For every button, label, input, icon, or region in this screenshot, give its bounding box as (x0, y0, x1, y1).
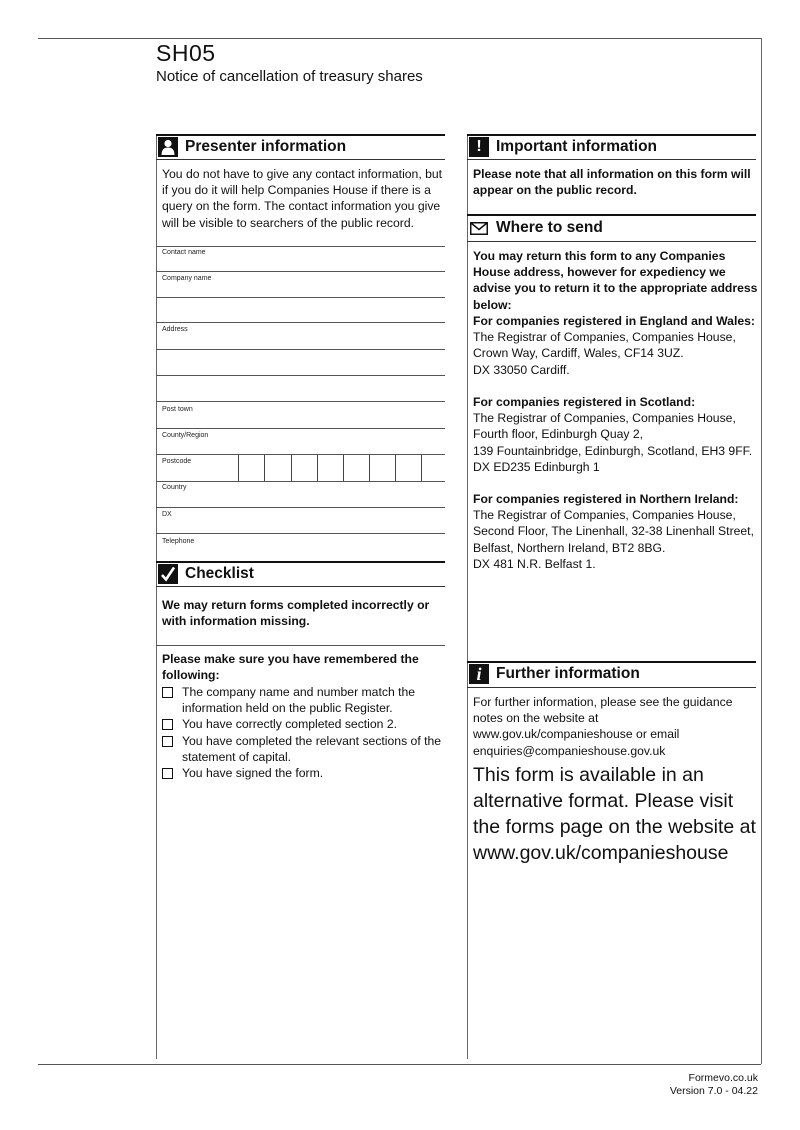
where-to-send-intro: You may return this form to any Companies House address, however for expediency we advise you to return it to the appropriate address below: (473, 249, 758, 312)
address-ni-title: For companies registered in Northern Ireland: (473, 492, 739, 506)
address-line: DX ED235 Edinburgh 1 (473, 459, 600, 474)
address-line: The Registrar of Companies, Companies House, (473, 330, 736, 345)
presenter-heading-text: Presenter information (185, 138, 347, 155)
where-to-send-underline (467, 241, 756, 242)
company-name-field[interactable] (156, 272, 445, 296)
alternative-format-notice: This form is available in an alternative format. Please visit the forms page on the website at www.gov.uk/companieshouse (473, 764, 756, 864)
important-heading-text: Important information (496, 138, 658, 155)
presenter-underline (156, 159, 445, 160)
address-line: Fourth floor, Edinburgh Quay 2, (473, 427, 644, 442)
important-text: Please note that all information on this form will appear on the public record. (473, 167, 751, 198)
address-line: DX 33050 Cardiff. (473, 362, 570, 377)
address-scotland (473, 394, 759, 475)
bottom-border (38, 1064, 761, 1065)
exclamation-icon: ! (469, 137, 489, 157)
checklist-item (162, 765, 442, 781)
important-heading (469, 137, 657, 157)
important-underline (467, 159, 756, 160)
checklist-item-text: You have signed the form. (182, 766, 324, 781)
checklist-rule (156, 561, 445, 563)
address-northern-ireland (473, 491, 759, 572)
checkbox[interactable] (162, 736, 173, 747)
checkmark-icon (158, 564, 178, 584)
address-scotland-title: For companies registered in Scotland: (473, 395, 696, 409)
further-heading (469, 664, 640, 684)
form-code: SH05 (156, 40, 216, 66)
postcode-label: Postcode (162, 458, 192, 465)
address-label: Address (162, 326, 188, 333)
address-line: DX 481 N.R. Belfast 1. (473, 556, 596, 571)
address-field-line2[interactable] (156, 350, 445, 374)
telephone-field[interactable] (156, 534, 445, 559)
checklist-underline (156, 586, 445, 587)
address-line: Belfast, Northern Ireland, BT2 8BG. (473, 540, 666, 555)
address-field-line1[interactable] (156, 323, 445, 347)
company-name-field-line2[interactable] (156, 298, 445, 322)
checklist-warning: We may return forms completed incorrectly or with information missing. (162, 598, 430, 629)
address-england (473, 313, 759, 378)
checkbox[interactable] (162, 719, 173, 730)
country-label: Country (162, 484, 187, 491)
person-icon (158, 137, 178, 157)
info-icon: i (469, 664, 489, 684)
further-heading-text: Further information (496, 665, 640, 682)
presenter-intro: You do not have to give any contact information, but if you do it will help Companies House if there is a query on the form. The contact information you give will be visible to searchers of the public record. (162, 167, 443, 230)
post-town-label: Post town (162, 406, 193, 413)
address-england-title: For companies registered in England and Wales: (473, 314, 755, 328)
checklist-item-text: The company name and number match the information held on the public Register. (182, 685, 416, 716)
where-to-send-heading-text: Where to send (496, 219, 603, 236)
footer (670, 1072, 758, 1098)
presenter-rule (156, 134, 445, 136)
further-underline (467, 687, 756, 688)
address-line: The Registrar of Companies, Companies House, (473, 411, 736, 426)
footer-version: Version 7.0 - 04.22 (669, 1085, 758, 1097)
checklist-heading-text: Checklist (185, 565, 254, 582)
dx-field[interactable] (156, 508, 445, 533)
presenter-heading (158, 137, 346, 157)
right-column-rule (467, 134, 468, 1059)
country-field[interactable] (156, 482, 445, 507)
envelope-icon (469, 218, 489, 238)
checklist-divider (156, 645, 445, 646)
top-border (38, 38, 761, 39)
county-region-field[interactable] (156, 429, 445, 454)
checklist-items (162, 684, 442, 781)
important-rule (467, 134, 756, 136)
address-field-line3[interactable] (156, 376, 445, 400)
checklist-item-text: You have completed the relevant sections of the statement of capital. (182, 733, 442, 764)
further-rule (467, 661, 756, 663)
contact-name-label: Contact name (162, 249, 206, 256)
footer-site: Formevo.co.uk (688, 1072, 758, 1084)
post-town-field[interactable] (156, 402, 445, 428)
further-text: For further information, please see the guidance notes on the website at www.gov.uk/companieshouse or email enquiries@companieshouse.gov.uk (473, 695, 733, 758)
address-line: 139 Fountainbridge, Edinburgh, Scotland, EH3 9FF. (473, 443, 753, 458)
checklist-item-text: You have correctly completed section 2. (182, 717, 397, 732)
address-line: The Registrar of Companies, Companies House, (473, 508, 736, 523)
dx-label: DX (162, 511, 172, 518)
telephone-label: Telephone (162, 538, 195, 545)
where-to-send-heading (469, 218, 603, 238)
form-title: Notice of cancellation of treasury shares (156, 68, 423, 85)
checklist-heading (158, 564, 254, 584)
checklist-remember: Please make sure you have remembered the following: (162, 652, 419, 683)
where-to-send-rule (467, 214, 756, 216)
county-region-label: County/Region (162, 432, 209, 439)
postcode-field[interactable] (238, 455, 445, 481)
checklist-item (162, 684, 442, 716)
checkbox[interactable] (162, 768, 173, 779)
checklist-item (162, 733, 442, 765)
address-line: Crown Way, Cardiff, Wales, CF14 3UZ. (473, 346, 684, 361)
right-border (761, 38, 762, 1064)
contact-name-field[interactable] (156, 247, 445, 271)
address-line: Second Floor, The Linenhall, 32-38 Linenhall Street, (473, 524, 754, 539)
checklist-item (162, 716, 442, 732)
company-name-label: Company name (162, 275, 212, 282)
checkbox[interactable] (162, 687, 173, 698)
